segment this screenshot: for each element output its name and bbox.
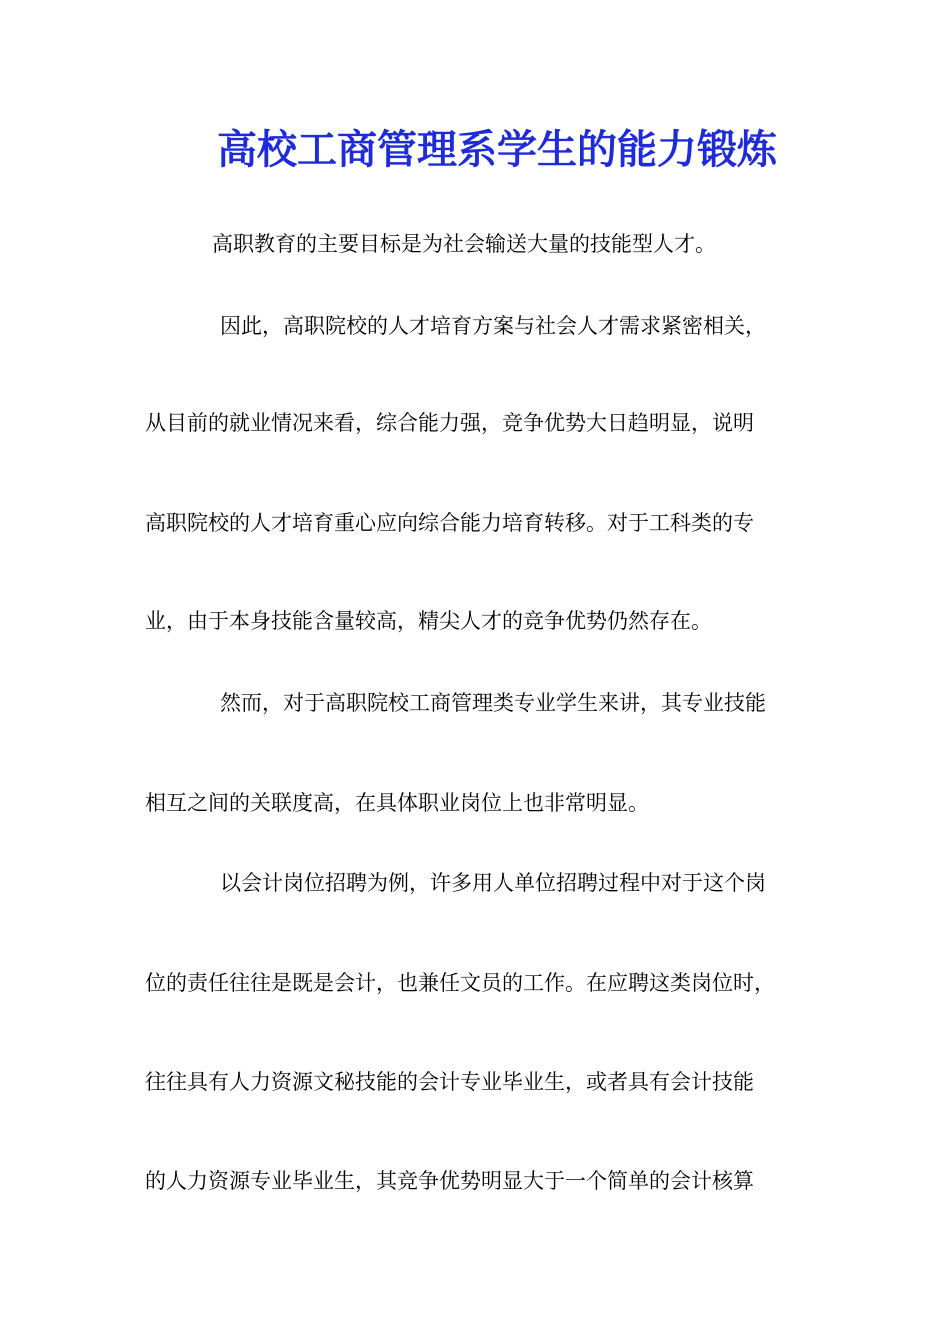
paragraph-line: 业，由于本身技能含量较高，精尖人才的竞争优势仍然存在。 — [145, 609, 712, 633]
document-title: 高校工商管理系学生的能力锻炼 — [217, 126, 777, 173]
paragraph-line: 位的责任往往是既是会计，也兼任文员的工作。在应聘这类岗位时， — [145, 971, 775, 995]
paragraph-line: 的人力资源专业毕业生，其竞争优势明显大于一个简单的会计核算 — [145, 1169, 754, 1193]
paragraph-line: 然而，对于高职院校工商管理类专业学生来讲，其专业技能 — [220, 691, 766, 715]
paragraph-line: 高职院校的人才培育重心应向综合能力培育转移。对于工科类的专 — [145, 511, 754, 535]
paragraph-line: 以会计岗位招聘为例，许多用人单位招聘过程中对于这个岗 — [220, 871, 766, 895]
paragraph-line: 往往具有人力资源文秘技能的会计专业毕业生，或者具有会计技能 — [145, 1070, 754, 1094]
paragraph-line: 从目前的就业情况来看，综合能力强，竞争优势大日趋明显，说明 — [145, 411, 754, 435]
paragraph-line: 因此，高职院校的人才培育方案与社会人才需求紧密相关， — [220, 314, 766, 338]
paragraph-line: 高职教育的主要目标是为社会输送大量的技能型人才。 — [212, 232, 716, 256]
paragraph-line: 相互之间的关联度高，在具体职业岗位上也非常明显。 — [145, 791, 649, 815]
